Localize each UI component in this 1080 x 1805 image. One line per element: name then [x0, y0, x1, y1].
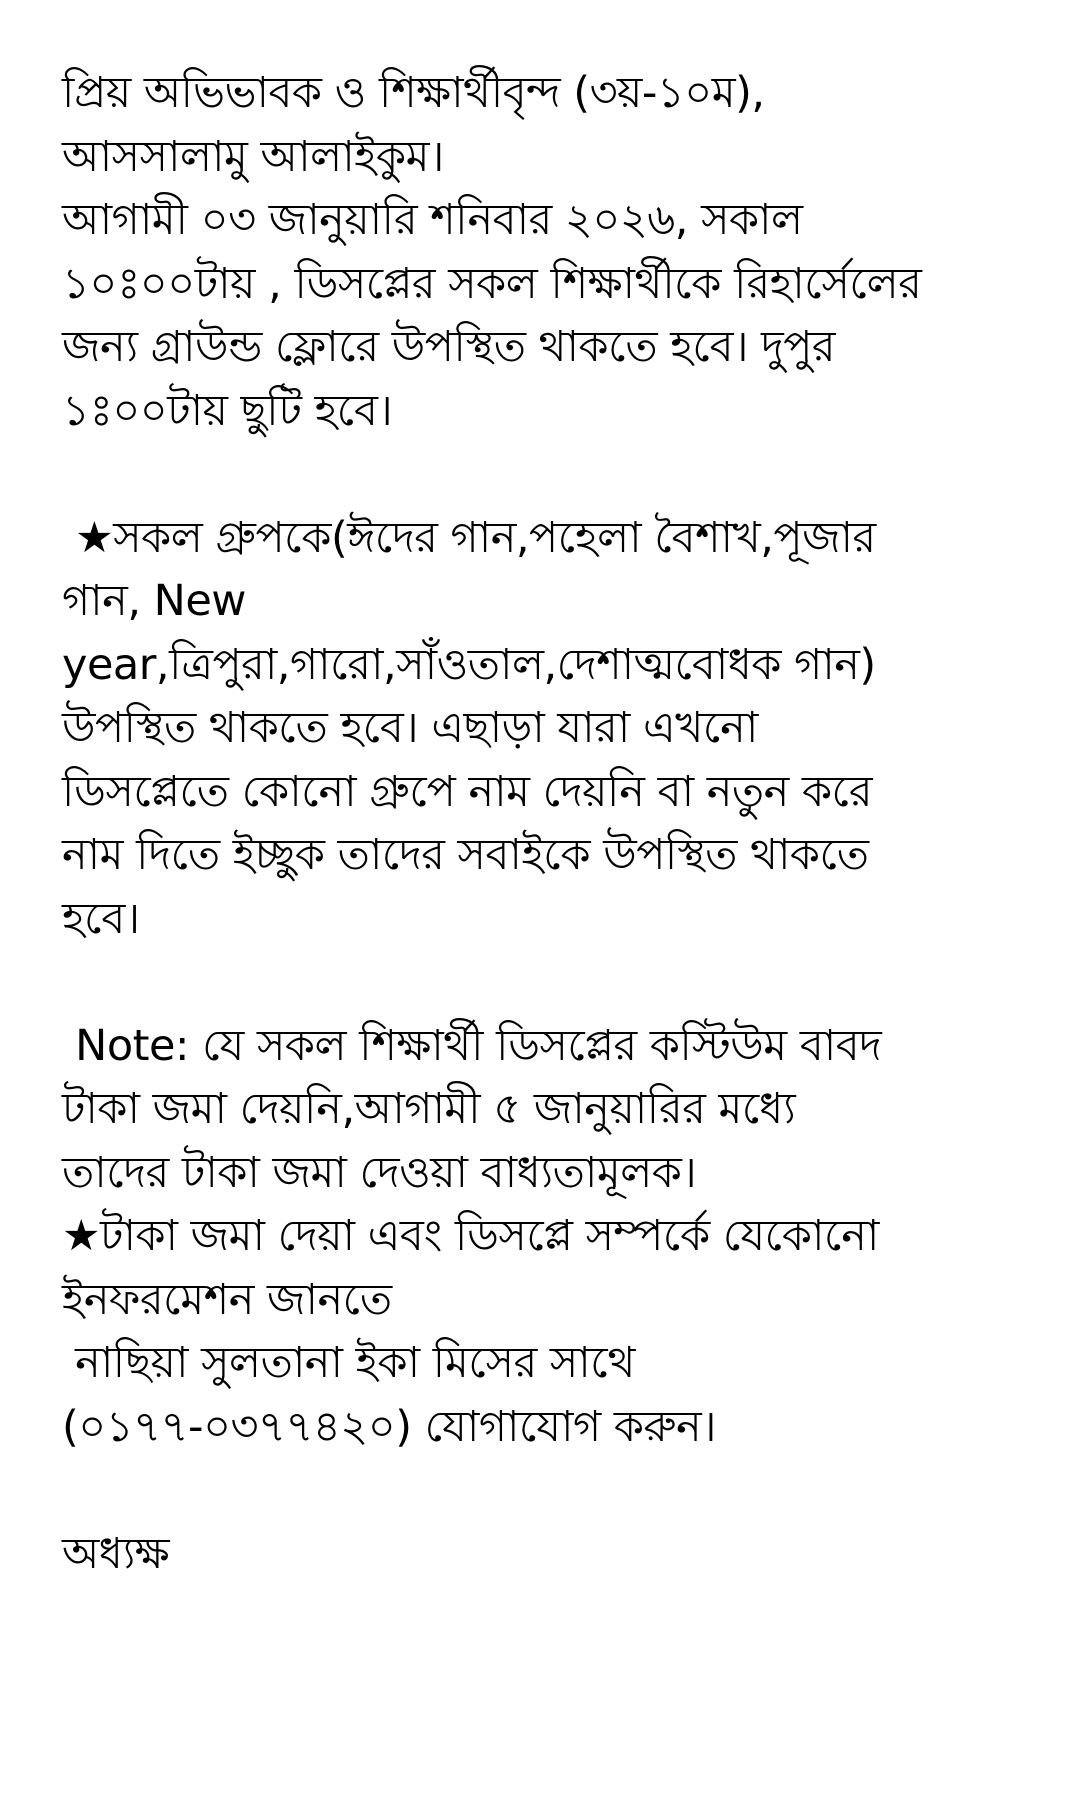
paragraph-line: (০১৭৭-০৩৭৭৪২০) যোগাযোগ করুন। — [62, 1401, 716, 1452]
paragraph-line: আগামী ০৩ জানুয়ারি শনিবার ২০২৬, সকাল — [62, 195, 803, 245]
salutation-line: প্রিয় অভিভাবক ও শিক্ষার্থীবৃন্দ (৩য়-১০ম), — [62, 68, 765, 118]
paragraph-line: নাম দিতে ইচ্ছুক তাদের সবাইকে উপস্থিত থাকতে — [62, 830, 869, 880]
paragraph-spacer — [62, 443, 1052, 507]
paragraph-line: ইনফরমেশন জানতে — [62, 1274, 392, 1325]
paragraph-line: হবে। — [62, 893, 140, 944]
paragraph-line: নাছিয়া সুলতানা ইকা মিসের সাথে — [62, 1338, 635, 1388]
paragraph-line: ডিসপ্লেতে কোনো গ্রুপে নাম দেয়নি বা নতুন করে — [62, 766, 872, 817]
notice-document — [62, 62, 1052, 1586]
greeting — [62, 62, 1052, 189]
paragraph-line: তাদের টাকা জমা দেওয়া বাধ্যতামূলক। — [62, 1147, 697, 1198]
signature: অধ্যক্ষ — [62, 1528, 170, 1579]
paragraph-line: ★টাকা জমা দেয়া এবং ডিসপ্লে সম্পর্কে যেকোনো — [62, 1211, 879, 1261]
paragraph-line: Note: যে সকল শিক্ষার্থী ডিসপ্লের কস্টিউম বাবদ — [62, 1020, 882, 1071]
salam-line: আসসালামু আলাইকুম। — [62, 131, 444, 182]
rehearsal-paragraph — [62, 189, 1052, 443]
paragraph-line: টাকা জমা দেয়নি,আগামী ৫ জানুয়ারির মধ্যে — [62, 1084, 796, 1134]
paragraph-line: উপস্থিত থাকতে হবে। এছাড়া যারা এখনো — [62, 703, 758, 753]
payment-note-paragraph — [62, 1015, 1052, 1460]
paragraph-line: year,ত্রিপুরা,গারো,সাঁওতাল,দেশাত্মবোধক গান) — [62, 639, 876, 690]
paragraph-line: ১ঃ০০টায় ছুটি হবে। — [62, 385, 393, 436]
paragraph-line: ★সকল গ্রুপকে(ঈদের গান,পহেলা বৈশাখ,পূজার — [62, 512, 876, 563]
groups-paragraph — [62, 507, 1052, 952]
paragraph-spacer — [62, 1459, 1052, 1523]
paragraph-line: গান, New — [62, 576, 246, 626]
paragraph-spacer — [62, 951, 1052, 1015]
paragraph-line: জন্য গ্রাউন্ড ফ্লোরে উপস্থিত থাকতে হবে। দুপুর — [62, 322, 836, 372]
paragraph-line: ১০ঃ০০টায় , ডিসপ্লের সকল শিক্ষার্থীকে রিহার্সেলের — [62, 258, 922, 309]
